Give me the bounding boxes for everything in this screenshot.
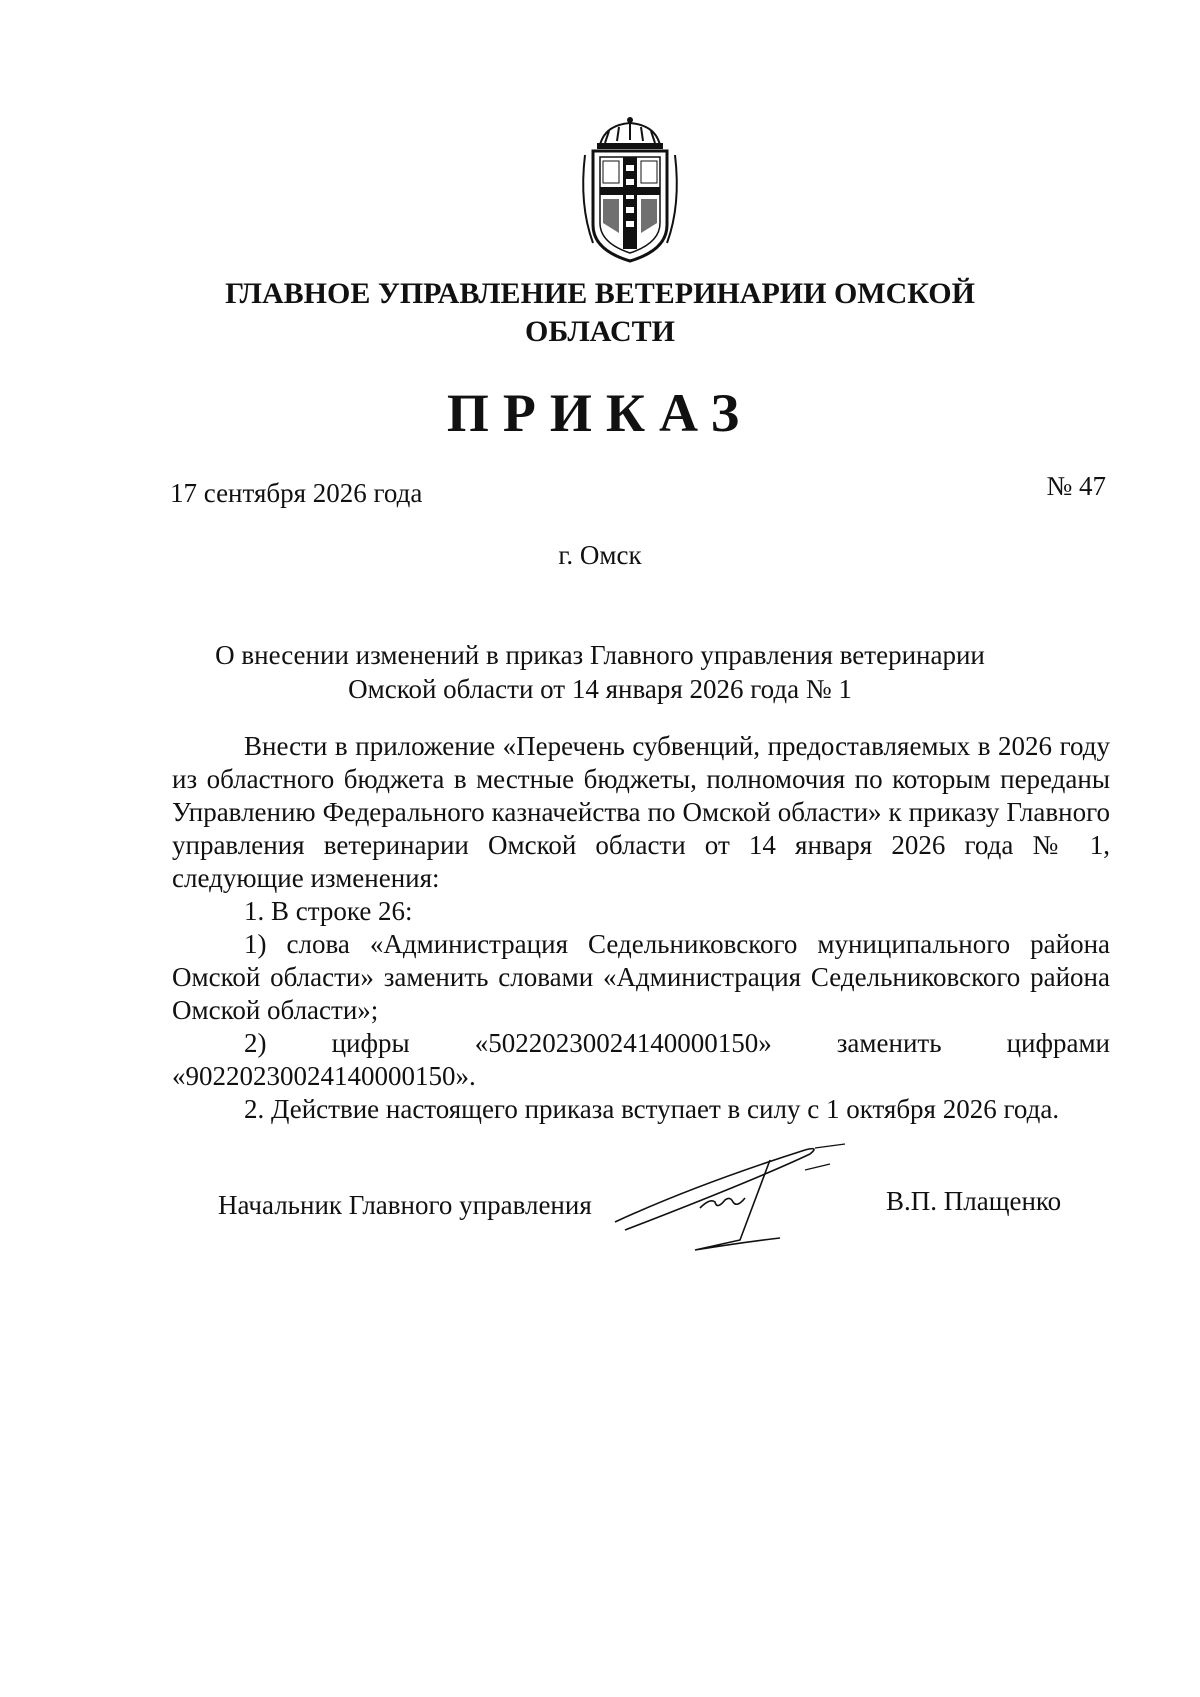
document-type-title: ПРИКАЗ: [446, 383, 754, 443]
document-number: № 47: [1046, 471, 1106, 501]
document-subject: [160, 638, 1040, 706]
subject-line1: О внесении изменений в приказ Главного управления ветеринарии: [215, 640, 985, 670]
document-city: г. Омск: [558, 540, 642, 570]
organization-name-line1: ГЛАВНОЕ УПРАВЛЕНИЕ ВЕТЕРИНАРИИ ОМСКОЙ: [225, 277, 975, 310]
body-item-1-2-line1: 2) цифры «50220230024140000150» заменить цифрами: [244, 1028, 1110, 1058]
organization-name: [180, 275, 1020, 351]
body-item-1-1: 1) слова «Администрация Седельниковского муниципального района Омской области» заменить словами «Администрация Седельниковского района Омской области»;: [172, 929, 1110, 1025]
handwritten-signature: [605, 1140, 875, 1270]
document-body: [172, 730, 1110, 1126]
organization-name-line2: ОБЛАСТИ: [525, 315, 675, 348]
document-date: 17 сентября 2026 года: [170, 478, 423, 508]
signatory-name: В.П. Плащенко: [886, 1186, 1062, 1216]
body-item-1-2-line2: «90220230024140000150».: [172, 1061, 476, 1091]
subject-line2: Омской области от 14 января 2026 года № 1: [348, 674, 852, 704]
body-paragraph-intro: Внести в приложение «Перечень субвенций, предоставляемых в 2026 году из областного бюджета в местные бюджеты, полномочия по которым переданы Управлению Федерального казначейства по Омской области» к приказу Главного управления ветеринарии Омской области от 14 января 2026 года № 1, следующие изменения:: [172, 731, 1110, 893]
coat-of-arms-icon: [575, 115, 685, 265]
signatory-title: Начальник Главного управления: [218, 1190, 592, 1220]
body-item-1: 1. В строке 26:: [244, 896, 413, 926]
body-item-2: 2. Действие настоящего приказа вступает в силу с 1 октября 2026 года.: [244, 1094, 1060, 1124]
